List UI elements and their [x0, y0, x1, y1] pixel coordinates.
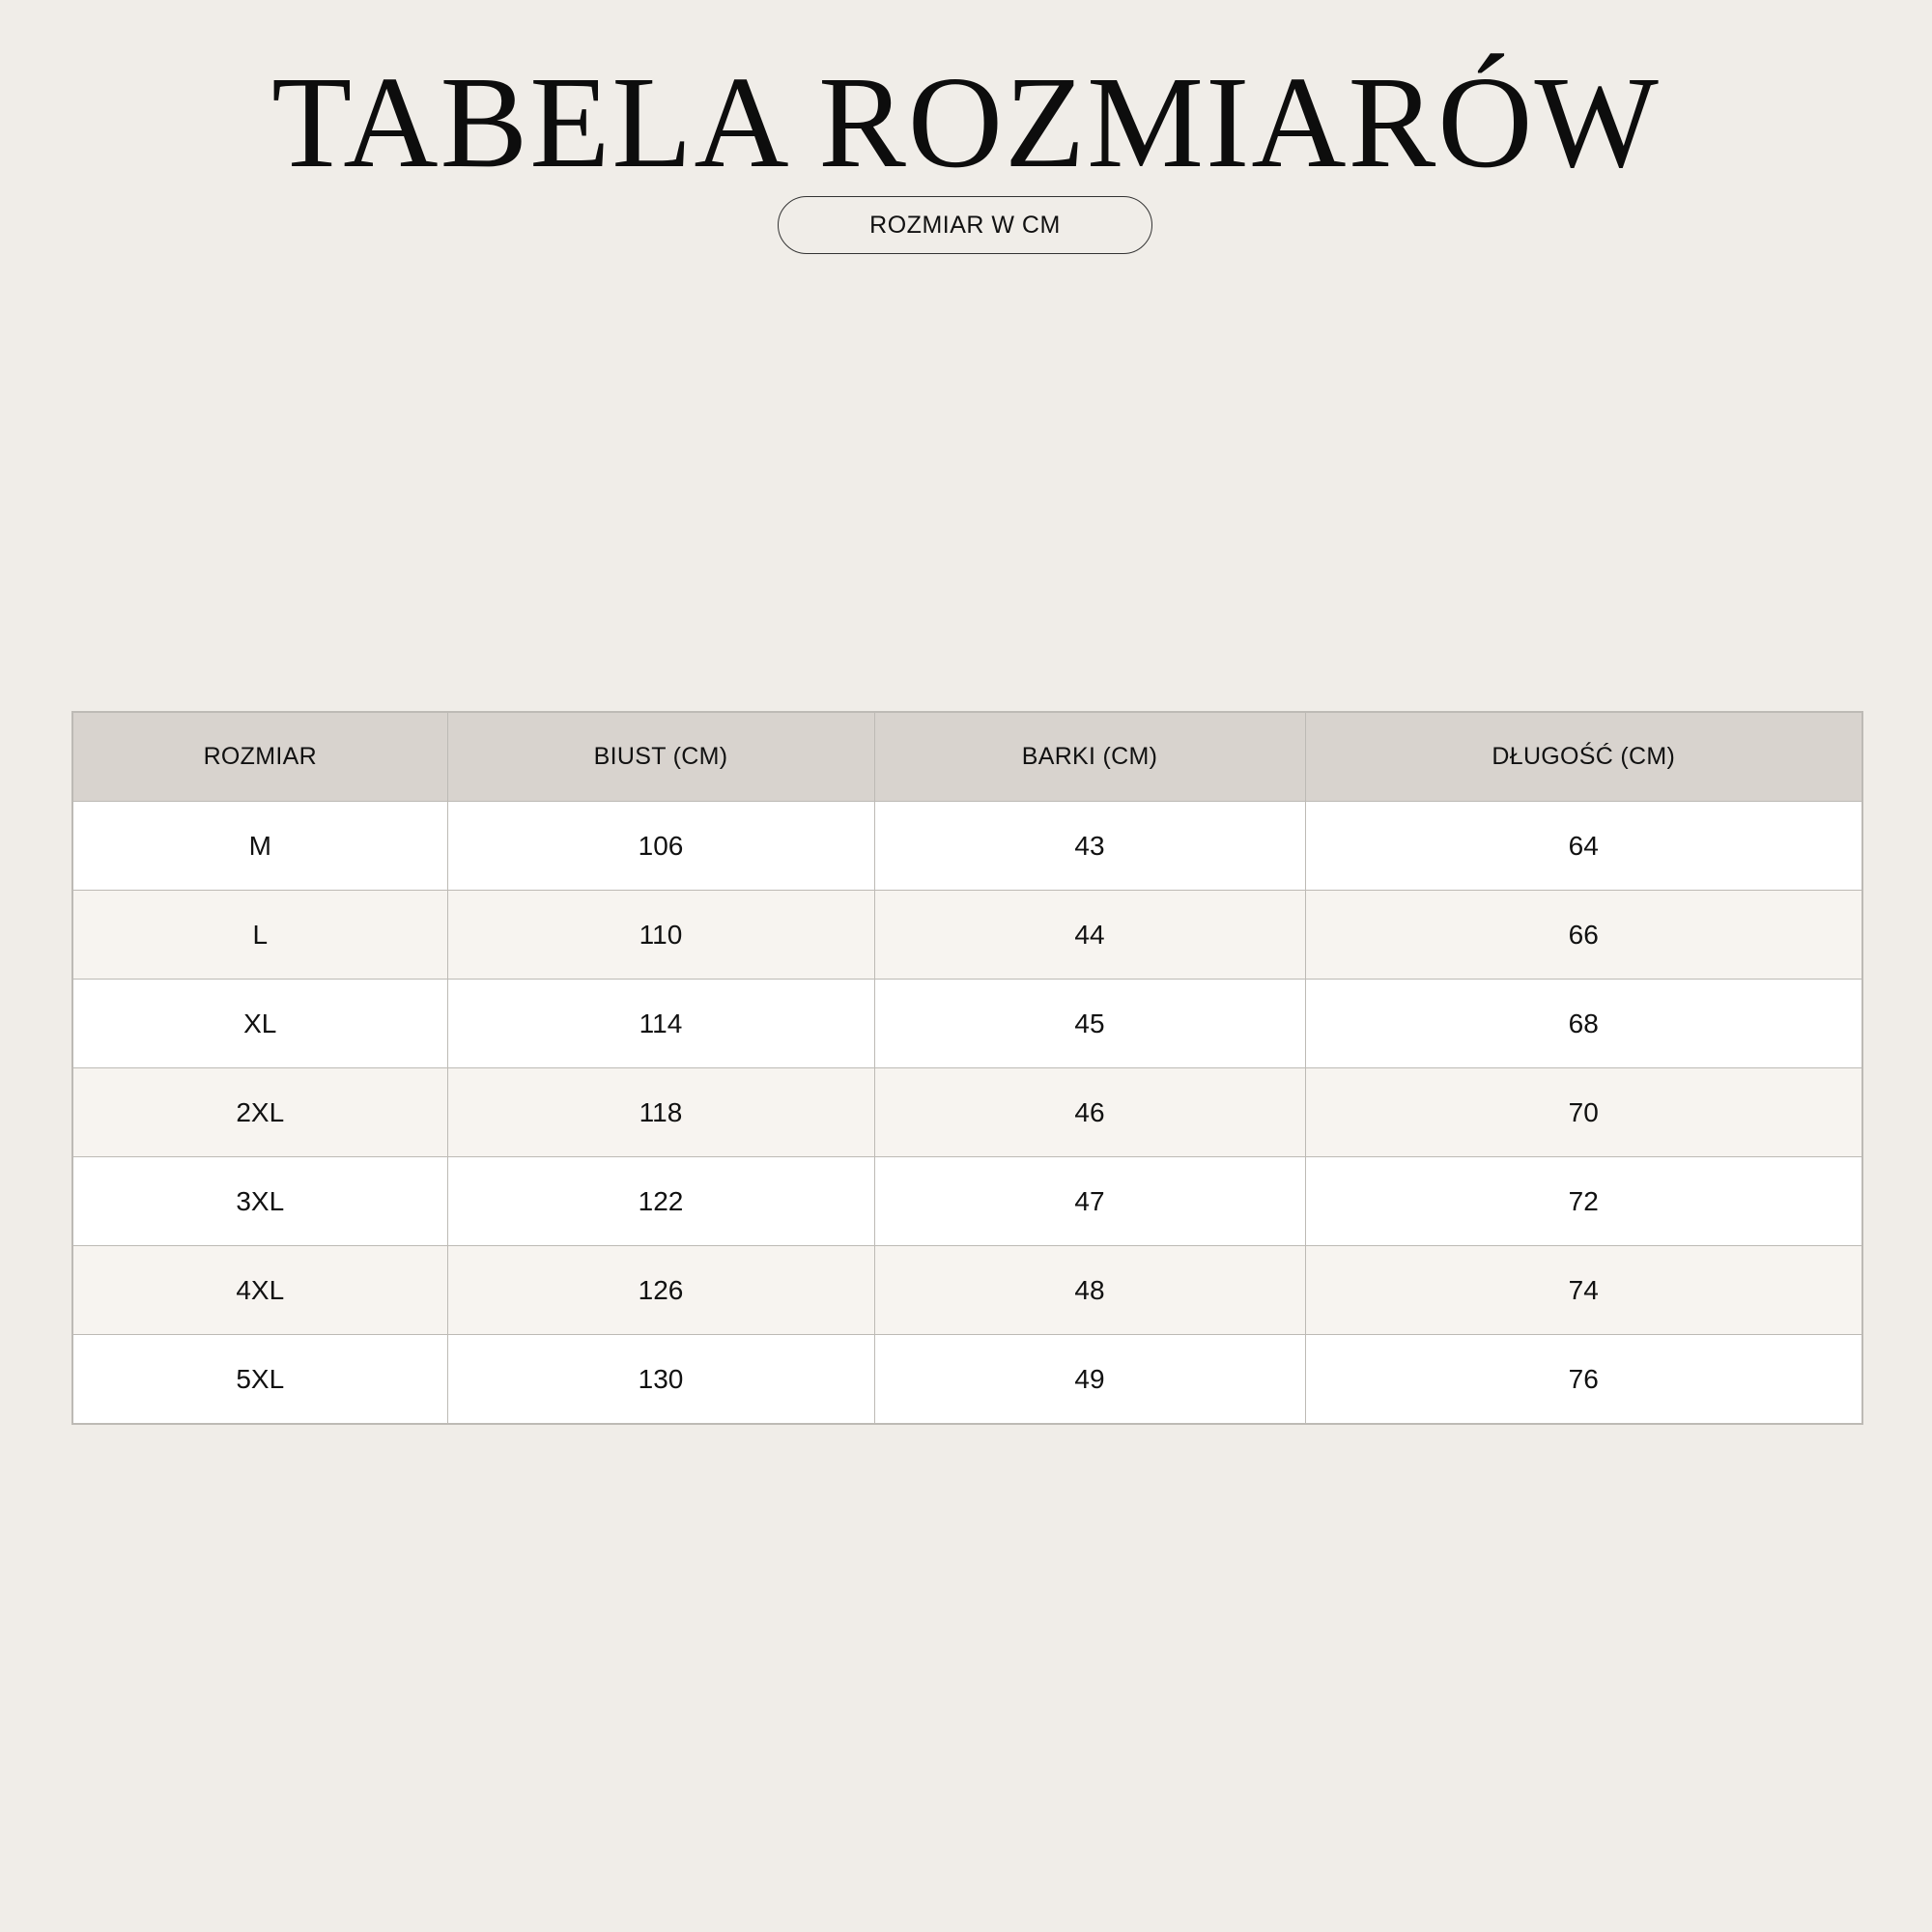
cell-length: 70	[1305, 1068, 1862, 1157]
table-row	[72, 891, 1862, 980]
cell-shoulders: 48	[874, 1246, 1305, 1335]
size-table	[71, 711, 1863, 1425]
cell-size: M	[72, 802, 447, 891]
cell-shoulders: 45	[874, 980, 1305, 1068]
cell-size: L	[72, 891, 447, 980]
cell-length: 66	[1305, 891, 1862, 980]
cell-length: 72	[1305, 1157, 1862, 1246]
cell-length: 74	[1305, 1246, 1862, 1335]
unit-badge: ROZMIAR W CM	[778, 196, 1152, 254]
cell-bust: 106	[447, 802, 874, 891]
cell-bust: 110	[447, 891, 874, 980]
cell-size: XL	[72, 980, 447, 1068]
table-row	[72, 802, 1862, 891]
cell-bust: 118	[447, 1068, 874, 1157]
table-row	[72, 1068, 1862, 1157]
header-rozmiar: ROZMIAR	[72, 712, 447, 802]
table-row	[72, 1246, 1862, 1335]
cell-shoulders: 44	[874, 891, 1305, 980]
page-title: TABELA ROZMIARÓW	[271, 50, 1661, 195]
cell-shoulders: 46	[874, 1068, 1305, 1157]
cell-bust: 122	[447, 1157, 874, 1246]
cell-size: 4XL	[72, 1246, 447, 1335]
cell-bust: 114	[447, 980, 874, 1068]
cell-bust: 130	[447, 1335, 874, 1425]
table-row	[72, 980, 1862, 1068]
cell-shoulders: 43	[874, 802, 1305, 891]
cell-size: 2XL	[72, 1068, 447, 1157]
table-row	[72, 1157, 1862, 1246]
table-row	[72, 1335, 1862, 1425]
cell-bust: 126	[447, 1246, 874, 1335]
header-dlugosc: DŁUGOŚĆ (CM)	[1305, 712, 1862, 802]
header-barki: BARKI (CM)	[874, 712, 1305, 802]
cell-length: 76	[1305, 1335, 1862, 1425]
cell-length: 68	[1305, 980, 1862, 1068]
cell-length: 64	[1305, 802, 1862, 891]
header-biust: BIUST (CM)	[447, 712, 874, 802]
cell-size: 5XL	[72, 1335, 447, 1425]
table-header-row	[72, 712, 1862, 802]
cell-shoulders: 49	[874, 1335, 1305, 1425]
cell-size: 3XL	[72, 1157, 447, 1246]
cell-shoulders: 47	[874, 1157, 1305, 1246]
